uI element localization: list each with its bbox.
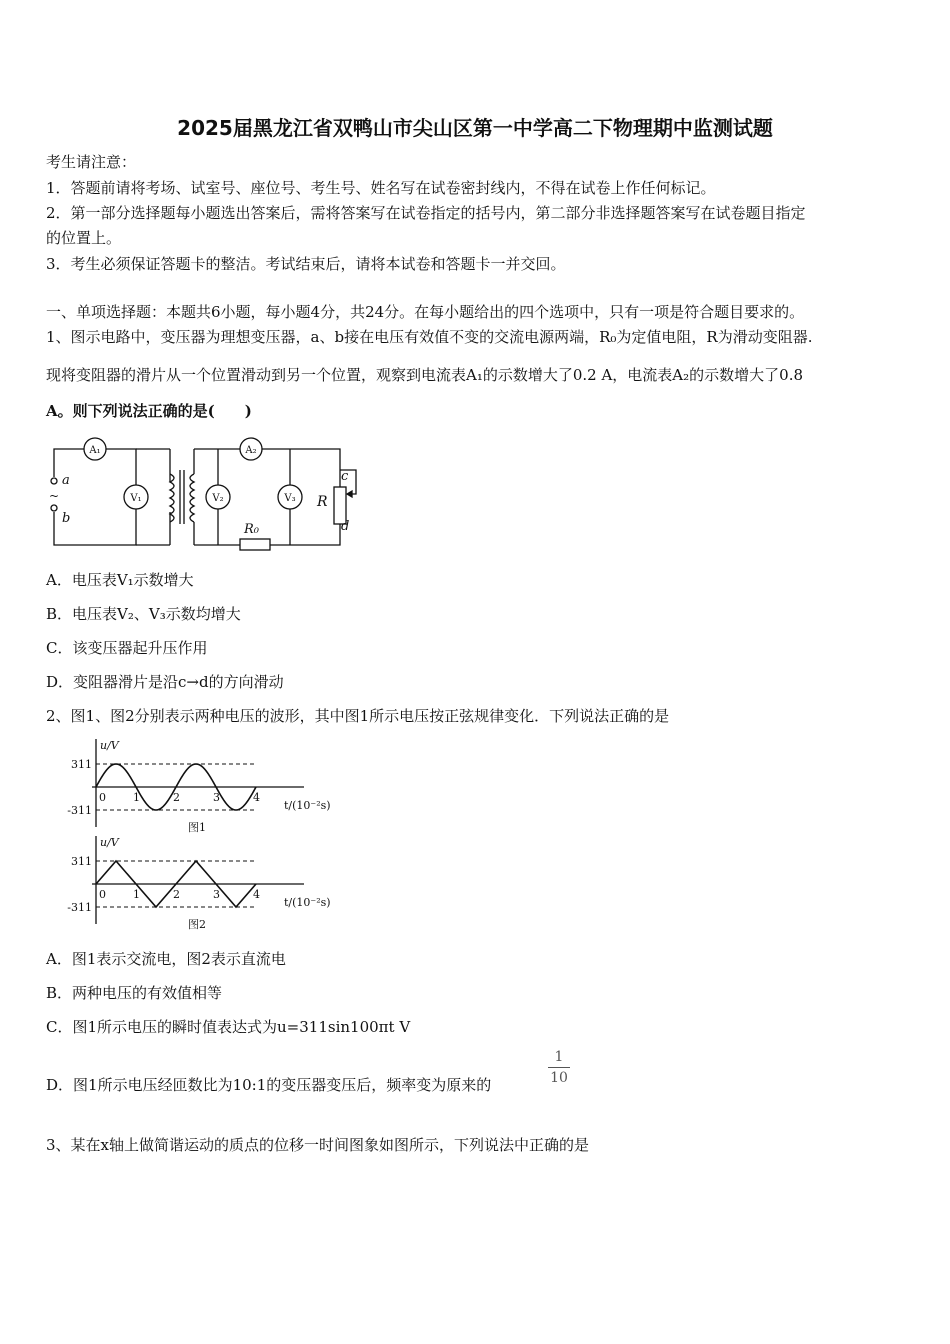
x-tick-label: 3 [213, 888, 220, 901]
voltmeter-v1-label: V₁ [130, 493, 142, 504]
q2-stem: 2、图1、图2分别表示两种电压的波形，其中图1所示电压按正弦规律变化．下列说法正确的是 [46, 707, 670, 725]
section-heading: 一、单项选择题：本题共6小题，每小题4分，共24分。在每小题给出的四个选项中，只有一项是符合题目要求的。 [46, 303, 805, 321]
q1-option-b: B．电压表V₂、V₃示数均增大 [46, 605, 241, 623]
notice-item-2-cont: 的位置上。 [46, 229, 122, 247]
chart-caption: 图2 [188, 918, 206, 931]
page-title: 2025届黑龙江省双鸭山市尖山区第一中学高二下物理期中监测试题 [177, 116, 773, 140]
ac-source-label: ~ [49, 489, 60, 503]
x-tick-label: 2 [173, 888, 180, 901]
q2-option-c: C．图1所示电压的瞬时值表达式为u=311sin100πt V [46, 1018, 411, 1036]
voltmeter-v2-label: V₂ [212, 493, 224, 504]
q1-stem-line2: 现将变阻器的滑片从一个位置滑动到另一个位置，观察到电流表A₁的示数增大了0.2 A，电流表A₂的示数增大了0.8 [46, 366, 804, 384]
notice-item-2: 2．第一部分选择题每小题选出答案后，需将答案写在试卷指定的括号内，第二部分非选择题答案写在试卷题目指定 [46, 204, 806, 222]
transformer-primary-coil-icon [170, 474, 174, 522]
y-axis-label: u/V [100, 739, 119, 752]
q2-option-b: B．两种电压的有效值相等 [46, 984, 223, 1002]
x-tick-label: 2 [173, 791, 180, 804]
notice-item-3: 3．考生必须保证答题卡的整洁。考试结束后，请将本试卷和答题卡一并交回。 [46, 255, 566, 273]
q2-option-d-fraction [548, 1048, 570, 1087]
q1-circuit-diagram [44, 432, 364, 557]
q1-stem-line3: A。则下列说法正确的是( ) [46, 402, 252, 420]
x-axis-label: t/(10⁻²s) [284, 896, 331, 909]
x-tick-label: 3 [213, 791, 220, 804]
y-tick-max: 311 [71, 855, 92, 868]
terminal-a-label: a [62, 473, 70, 488]
x-axis-label: t/(10⁻²s) [284, 799, 331, 812]
q1-option-a: A．电压表V₁示数增大 [46, 571, 194, 589]
fraction-numerator: 1 [554, 1049, 564, 1065]
q1-stem-line1: 1、图示电路中，变压器为理想变压器，a、b接在电压有效值不变的交流电源两端，R₀为定值电阻，R为滑动变阻器. [46, 328, 813, 346]
q1-option-d: D．变阻器滑片是沿c→d的方向滑动 [46, 673, 284, 691]
x-tick-label: 0 [99, 888, 106, 901]
y-axis-label: u/V [100, 836, 119, 849]
transformer-secondary-coil-icon [190, 474, 194, 522]
notice-item-1: 1．答题前请将考场、试室号、座位号、考生号、姓名写在试卷密封线内，不得在试卷上作任何标记。 [46, 179, 716, 197]
terminal-b-label: b [62, 511, 71, 526]
slider-c-label: c [341, 469, 349, 484]
x-tick-label: 1 [133, 888, 140, 901]
ammeter-a1-label: A₁ [89, 445, 101, 456]
q2-option-a: A．图1表示交流电，图2表示直流电 [46, 950, 286, 968]
ammeter-a2-label: A₂ [245, 445, 257, 456]
q2-figure2-chart [52, 832, 342, 932]
q1-option-c: C．该变压器起升压作用 [46, 639, 208, 657]
slider-d-label: d [341, 519, 350, 534]
voltmeter-v3-label: V₃ [284, 493, 296, 504]
rheostat-r-label: R [317, 494, 328, 510]
y-tick-min: -311 [67, 804, 92, 817]
chart-caption: 图1 [188, 821, 206, 834]
resistor-r0-icon [240, 539, 270, 550]
q2-figure1-chart [52, 735, 342, 835]
x-tick-label: 4 [253, 791, 260, 804]
x-tick-label: 4 [253, 888, 260, 901]
x-tick-label: 1 [133, 791, 140, 804]
x-tick-label: 0 [99, 791, 106, 804]
fraction-denominator: 10 [550, 1070, 568, 1086]
resistor-r0-label: R₀ [244, 522, 259, 537]
y-tick-min: -311 [67, 901, 92, 914]
q3-stem: 3、某在x轴上做简谐运动的质点的位移一时间图象如图所示，下列说法中正确的是 [46, 1136, 590, 1154]
q2-option-d: D．图1所示电压经匝数比为10:1的变压器变压后，频率变为原来的 [46, 1076, 492, 1094]
notice-heading: 考生请注意： [46, 153, 137, 171]
y-tick-max: 311 [71, 758, 92, 771]
